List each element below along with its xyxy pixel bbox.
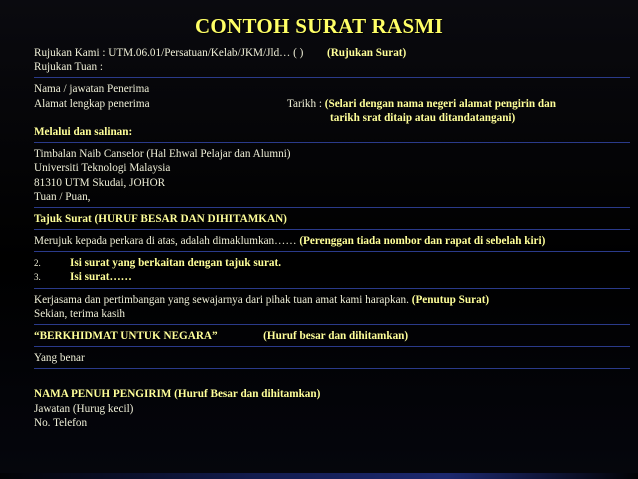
rujukan-tuan: Rujukan Tuan : [34, 61, 104, 74]
rujukan-kami-line [34, 46, 630, 60]
separator [34, 324, 630, 325]
merujuk-line [34, 234, 630, 248]
isi-item-3 [34, 270, 630, 284]
separator [34, 368, 630, 369]
jawatan: Jawatan (Hurug kecil) [34, 402, 134, 415]
berkhidmat-motto: “BERKHIDMAT UNTUK NEGARA” [34, 330, 218, 342]
separator [34, 142, 630, 143]
letter-body [34, 46, 630, 430]
rujukan-surat-note: (Rujukan Surat) [327, 47, 407, 59]
merujuk-note: (Perenggan tiada nombor dan rapat di sebelah kiri) [299, 235, 546, 248]
yang-benar: Yang benar [34, 352, 85, 365]
merujuk-text: Merujuk kepada perkara di atas, adalah dimaklumkan…… [34, 235, 297, 248]
isi-text: Isi surat…… [70, 271, 132, 284]
isi-number: 2. [34, 258, 41, 269]
berkhidmat-note: (Huruf besar dan dihitamkan) [263, 330, 409, 342]
penerima-address-line [34, 97, 630, 111]
slide-title: CONTOH SURAT RASMI [194, 14, 444, 38]
separator [34, 229, 630, 230]
tajuk-surat: Tajuk Surat (HURUF BESAR DAN DIHITAMKAN) [34, 212, 287, 225]
separator [34, 251, 630, 252]
isi-item-2 [34, 256, 630, 270]
isi-number: 3. [34, 272, 41, 283]
no-telefon: No. Telefon [34, 416, 88, 429]
tarikh-note-2: tarikh srat ditaip atau ditandatangani) [330, 111, 516, 124]
rujukan-kami: Rujukan Kami : UTM.06.01/Persatuan/Kelab/JKM/Jld… ( ) [34, 47, 304, 59]
melalui-salinan: Melalui dan salinan: [34, 125, 133, 138]
alamat-line-3: 81310 UTM Skudai, JOHOR [34, 176, 166, 189]
separator [34, 77, 630, 78]
tarikh-label: Tarikh : [287, 97, 322, 110]
penerima-address: Alamat lengkap penerima [34, 97, 150, 110]
spacer [34, 373, 630, 387]
sekian: Sekian, terima kasih [34, 307, 126, 320]
alamat-line-1: Timbalan Naib Canselor (Hal Ehwal Pelajar dan Alumni) [34, 148, 291, 161]
penerima-name: Nama / jawatan Penerima [34, 83, 150, 96]
salutation: Tuan / Puan, [34, 190, 91, 203]
berkhidmat-line [34, 329, 630, 343]
alamat-line-2: Universiti Teknologi Malaysia [34, 162, 171, 175]
separator [34, 207, 630, 208]
nama-pengirim: NAMA PENUH PENGIRIM (Huruf Besar dan dihitamkan) [34, 388, 321, 401]
tarikh-group [287, 97, 556, 111]
isi-text: Isi surat yang berkaitan dengan tajuk surat. [70, 257, 282, 270]
bottom-decoration [0, 473, 638, 479]
separator [34, 346, 630, 347]
penutup-note: (Penutup Surat) [411, 293, 490, 306]
penutup-line [34, 293, 630, 307]
tarikh-note-1: (Selari dengan nama negeri alamat pengirin dan [324, 97, 556, 110]
penutup-text: Kerjasama dan pertimbangan yang sewajarnya dari pihak tuan amat kami harapkan. [34, 293, 409, 306]
separator [34, 288, 630, 289]
